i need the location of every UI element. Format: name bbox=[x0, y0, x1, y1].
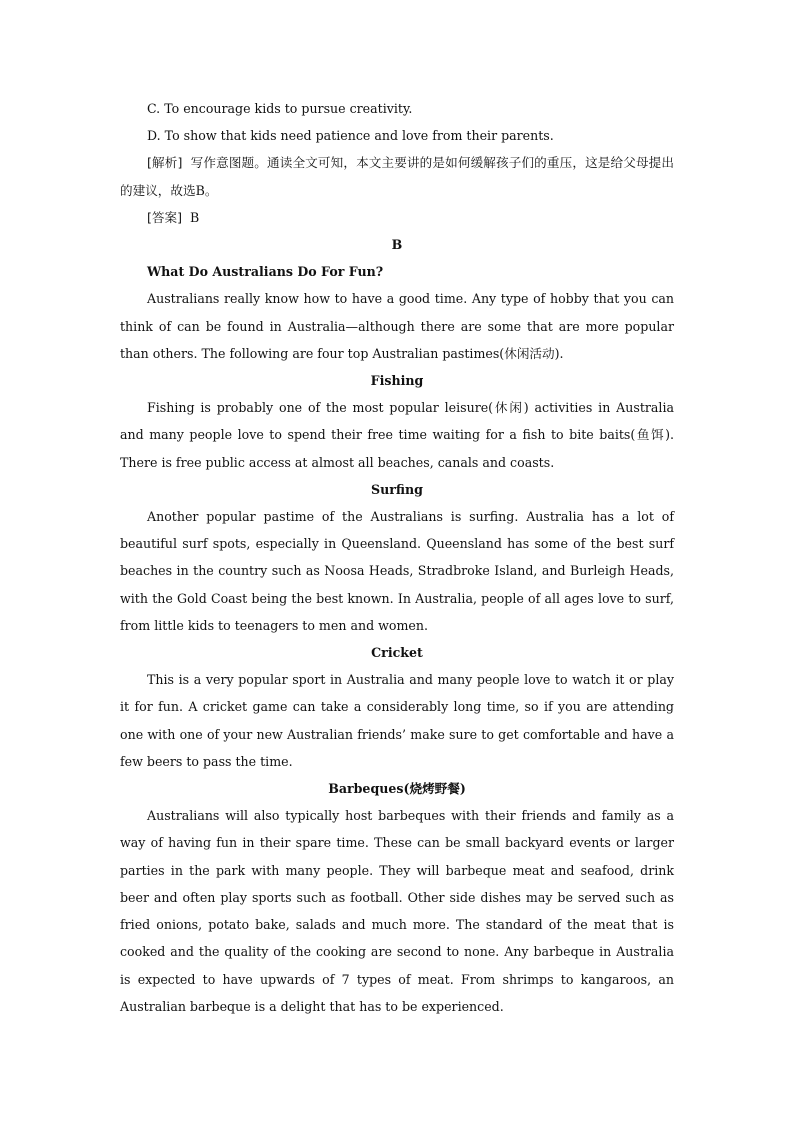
section-heading-cricket: Cricket bbox=[371, 645, 423, 661]
passage-title: What Do Australians Do For Fun? bbox=[147, 264, 384, 280]
section-text-surfing: Another popular pastime of the Australians is surfing. Australia has a lot of beautiful surf spots, especially in Queensland. Queensland has some of the best surf beaches in the country such as Noosa Heads, Stradbroke Island, and Burleigh Heads, with the Gold Coast being the best known. In Australia, people of all ages love to surf, from little kids to teenagers to men and women. bbox=[120, 509, 674, 633]
document-content bbox=[120, 95, 674, 1020]
answer-paragraph bbox=[120, 204, 674, 231]
analysis-paragraph bbox=[120, 149, 674, 203]
passage-label: B bbox=[391, 237, 403, 253]
answer-value: B bbox=[190, 209, 200, 225]
analysis-text: 写作意图题。通读全文可知，本文主要讲的是如何缓解孩子们的重压，这是给父母提出的建议，故选B。 bbox=[120, 155, 674, 198]
section-heading-barbeques: Barbeques(烧烤野餐) bbox=[328, 781, 466, 797]
answer-tag: [答案] bbox=[147, 209, 183, 225]
analysis-tag: [解析] bbox=[147, 155, 183, 171]
option-c: C. To encourage kids to pursue creativity. bbox=[147, 101, 413, 116]
section-heading-surfing: Surfing bbox=[370, 481, 423, 497]
passage-intro: Australians really know how to have a good time. Any type of hobby that you can think of can be found in Australia—although there are some that are more popular than others. The following are four top Australian pastimes(休闲活动). bbox=[120, 291, 674, 361]
section-heading-fishing: Fishing bbox=[370, 373, 424, 389]
section-text-cricket: This is a very popular sport in Australia and many people love to watch it or play it for fun. A cricket game can take a considerably long time, so if you are attending one with one of your new Australian friends’ make sure to get comfortable and have a few beers to pass the time. bbox=[120, 672, 674, 769]
option-d: D. To show that kids need patience and love from their parents. bbox=[147, 128, 554, 144]
section-text-barbeques: Australians will also typically host barbeques with their friends and family as a way of having fun in their spare time. These can be small backyard events or larger parties in the park with many people. They will barbeque meat and seafood, drink beer and often play sports such as football. Other side dishes may be served such as fried onions, potato bake, salads and much more. The standard of the meat that is cooked and the quality of the cooking are second to none. Any barbeque in Australia is expected to have upwards of 7 types of meat. From shrimps to kangaroos, an Australian barbeque is a delight that has to be experienced. bbox=[120, 808, 674, 1014]
section-text-fishing: Fishing is probably one of the most popular leisure(休闲) activities in Australia and many people love to spend their free time waiting for a fish to bite baits(鱼饵). There is free public access at almost all beaches, canals and coasts. bbox=[120, 400, 674, 470]
